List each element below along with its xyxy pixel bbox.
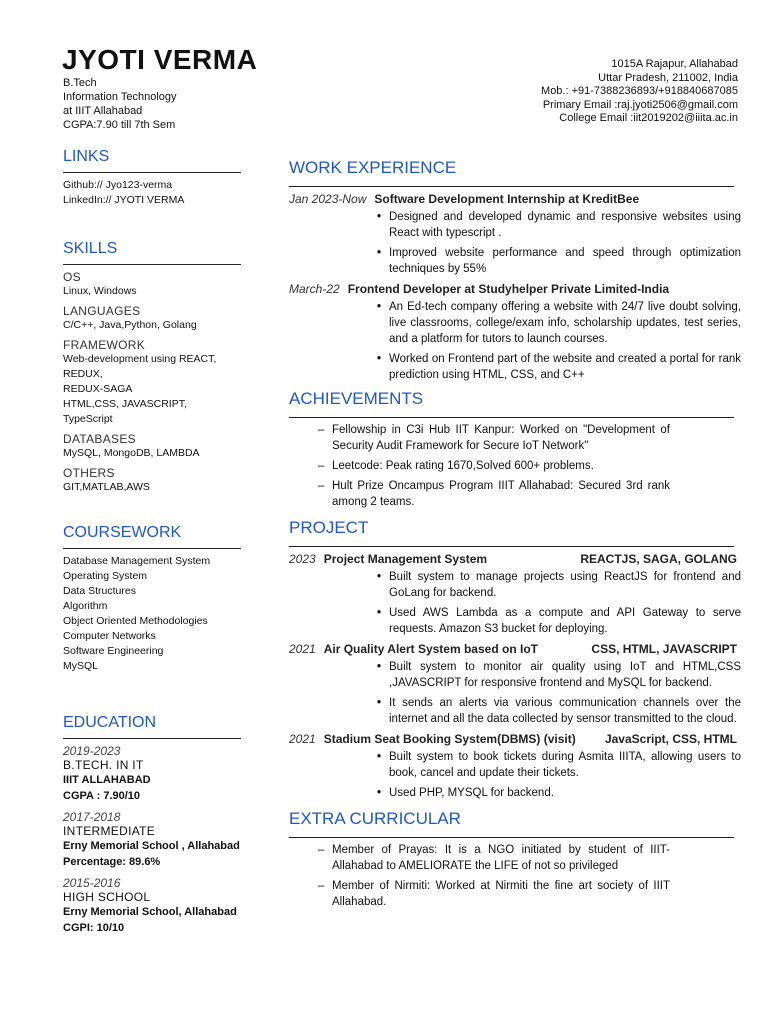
list-item: • Designed and developed dynamic and responsive websites using React with typescript . [389, 209, 741, 241]
skill-line: MySQL, MongoDB, LAMBDA [63, 447, 200, 459]
work-entry-header [289, 191, 741, 207]
address-line: 1015A Rajapur, Allahabad [611, 58, 738, 70]
achievement-list [289, 422, 670, 510]
list-item: • Worked on Frontend part of the website and created a portal for rank prediction using HTML, CSS, and C++ [389, 351, 741, 383]
project-date: 2021 [289, 732, 316, 746]
skills-section [63, 240, 243, 495]
section-title: PROJECT [289, 518, 369, 537]
project-entry-header [289, 641, 741, 657]
course-item: Database Management System [63, 555, 211, 567]
course-item: Software Engineering [63, 645, 164, 657]
course-item: Object Oriented Methodologies [63, 615, 208, 627]
skill-line: Web-development using REACT, REDUX, [63, 353, 217, 380]
list-item: • An Ed-tech company offering a website with 24/7 live doubt solving, live classrooms, college/exam info, scholarship updates, test series, and a platform for tutors to launch courses. [389, 299, 741, 347]
project-date: 2021 [289, 642, 316, 656]
project-tech: REACTJS, SAGA, GOLANG [580, 552, 737, 566]
section-divider [63, 264, 241, 265]
work-date: Jan 2023-Now [289, 192, 367, 206]
header-line: CGPA:7.90 till 7th Sem [63, 119, 176, 131]
project-bullets [289, 569, 741, 637]
skill-heading: FRAMEWORK [63, 338, 146, 352]
skill-line: REDUX-SAGA [63, 383, 133, 395]
header-summary [63, 76, 177, 132]
college-email-line: College Email :iit2019202@iiita.ac.in [559, 112, 738, 124]
github-link[interactable]: Github:// Jyo123-verma [63, 179, 173, 191]
skill-line: HTML,CSS, JAVASCRIPT, [63, 398, 187, 410]
list-item: – Hult Prize Oncampus Program IIIT Allahabad: Secured 3rd rank among 2 teams. [320, 478, 670, 510]
skill-line: GIT,MATLAB,AWS [63, 481, 150, 493]
project-tech: JavaScript, CSS, HTML [604, 732, 737, 746]
edu-degree: B.TECH. IN IT [63, 758, 144, 772]
project-bullets [289, 659, 741, 727]
section-title: WORK EXPERIENCE [289, 158, 457, 177]
edu-date: 2019-2023 [63, 744, 121, 758]
list-item: • Used AWS Lambda as a compute and API Gateway to serve requests. Amazon S3 bucket for deploying. [389, 605, 741, 637]
extra-list [289, 842, 670, 910]
work-experience-section [289, 158, 741, 383]
work-entry-header [289, 281, 741, 297]
education-section [63, 714, 243, 936]
links-section [63, 148, 241, 208]
project-title: Air Quality Alert System based on IoT [323, 642, 538, 656]
section-divider [63, 548, 241, 549]
section-divider [289, 417, 734, 418]
skill-line: C/C++, Java,Python, Golang [63, 319, 197, 331]
list-item: • Improved website performance and speed through optimization techniques by 55% [389, 245, 741, 277]
skill-heading: DATABASES [63, 432, 136, 446]
course-item: Computer Networks [63, 630, 156, 642]
edu-score: CGPI: 10/10 [63, 922, 125, 934]
edu-degree: HIGH SCHOOL [63, 890, 151, 904]
section-divider [63, 172, 241, 173]
section-title: COURSEWORK [63, 524, 182, 541]
work-date: March-22 [289, 282, 340, 296]
section-title: EXTRA CURRICULAR [289, 809, 461, 828]
list-item: • Built system to monitor air quality using IoT and HTML,CSS ,JAVASCRIPT for responsive frontend and MySQL for backend. [389, 659, 741, 691]
work-bullets [289, 209, 741, 277]
edu-score: Percentage: 89.6% [63, 856, 161, 868]
list-item: • It sends an alerts via various communication channels over the internet and all the data collected by sensor transmitted to the cloud. [389, 695, 741, 727]
section-divider [289, 546, 734, 547]
list-item: • Built system to manage projects using ReactJS for frontend and GoLang for backend. [389, 569, 741, 601]
section-title: ACHIEVEMENTS [289, 389, 424, 408]
course-item: Algorithm [63, 600, 108, 612]
course-item: MySQL [63, 660, 99, 672]
skill-line: Linux, Windows [63, 285, 137, 297]
linkedin-link[interactable]: LinkedIn:// JYOTI VERMA [63, 194, 185, 206]
section-divider [289, 837, 734, 838]
list-item: – Member of Prayas: It is a NGO initiated by student of IIIT-Allahabad to AMELIORATE the LIFE of not so privileged [320, 842, 670, 874]
project-entry-header [289, 551, 741, 567]
coursework-section [63, 524, 243, 674]
project-title: Project Management System [323, 552, 488, 566]
skill-heading: OTHERS [63, 466, 115, 480]
edu-date: 2017-2018 [63, 810, 121, 824]
list-item: – Member of Nirmiti: Worked at Nirmiti the fine art society of IIIT Allahabad. [320, 878, 670, 910]
skill-heading: LANGUAGES [63, 304, 141, 318]
section-title: LINKS [63, 148, 110, 165]
edu-score: CGPA : 7.90/10 [63, 790, 141, 802]
address-line: Uttar Pradesh, 211002, India [598, 71, 738, 84]
course-item: Operating System [63, 570, 148, 582]
achievements-section [289, 389, 741, 510]
edu-date: 2015-2016 [63, 876, 121, 890]
header-line: Information Technology [63, 91, 177, 103]
project-tech: CSS, HTML, JAVASCRIPT [591, 642, 737, 656]
course-item: Data Structures [63, 585, 136, 597]
list-item: • Built system to book tickets during Asmita IIITA, allowing users to book, cancel and update their tickets. [389, 749, 741, 781]
list-item: – Leetcode: Peak rating 1670,Solved 600+ problems. [320, 458, 670, 474]
work-bullets [289, 299, 741, 383]
extra-curricular-section [289, 809, 741, 910]
section-divider [289, 186, 734, 187]
section-title: SKILLS [63, 240, 118, 257]
primary-email-line: Primary Email :raj.jyoti2506@gmail.com [542, 98, 738, 111]
candidate-name: JYOTI VERMA [62, 44, 258, 75]
contact-info [541, 58, 738, 126]
header-line: B.Tech [63, 77, 97, 89]
header-line: at IIIT Allahabad [63, 105, 143, 117]
right-column [289, 158, 741, 914]
edu-degree: INTERMEDIATE [63, 824, 156, 838]
section-title: EDUCATION [63, 714, 157, 731]
work-title: Frontend Developer at Studyhelper Private Limited-India [347, 282, 670, 296]
project-section [289, 518, 741, 801]
edu-school: Erny Memorial School, Allahabad [63, 906, 237, 918]
work-title: Software Development Internship at KreditBee [374, 192, 640, 206]
list-item: – Fellowship in C3i Hub IIT Kanpur: Worked on "Development of Security Audit Framework for Secure IoT Network" [320, 422, 670, 454]
section-divider [63, 738, 241, 739]
project-title[interactable]: Stadium Seat Booking System(DBMS) (visit) [323, 732, 576, 746]
skill-line: TypeScript [63, 413, 113, 425]
edu-school: IIIT ALLAHABAD [63, 774, 151, 786]
skill-heading: OS [63, 270, 81, 284]
list-item: • Used PHP, MYSQL for backend. [389, 785, 741, 801]
project-entry-header [289, 731, 741, 747]
edu-school: Erny Memorial School , Allahabad [63, 840, 240, 852]
project-bullets [289, 749, 741, 801]
project-date: 2023 [289, 552, 316, 566]
phone-line: Mob.: +91-7388236893/+918840687085 [541, 85, 738, 97]
